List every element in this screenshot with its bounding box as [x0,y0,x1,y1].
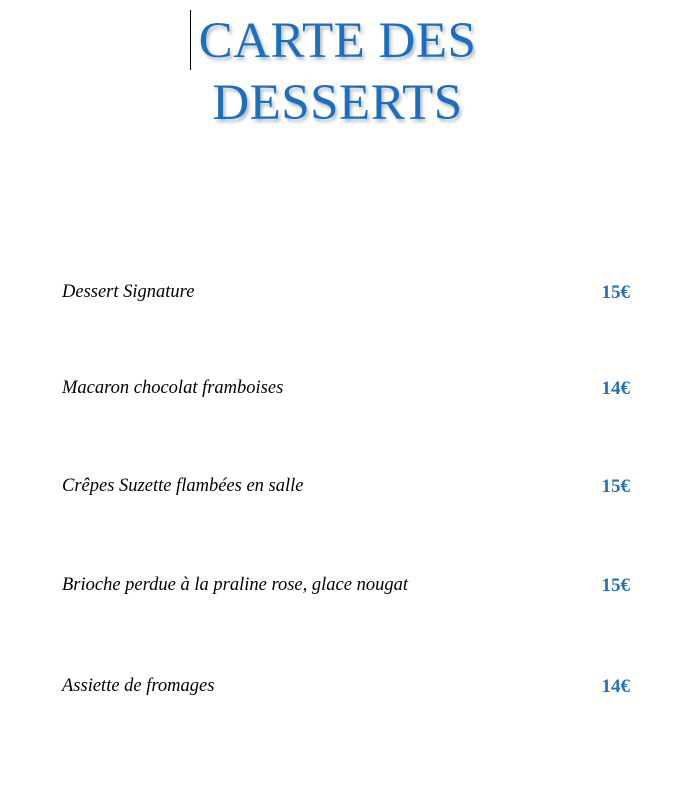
menu-item [62,476,630,502]
menu-item-price: 15€ [601,476,630,497]
menu-item-name: Brioche perdue à la praline rose, glace nougat [62,575,408,595]
menu-item-name: Macaron chocolat framboises [62,378,284,398]
menu-item-price: 14€ [601,676,630,697]
menu-item-price: 15€ [601,282,630,303]
menu-item [62,282,630,308]
title-line-2: DESSERTS [212,75,463,131]
menu-item-price: 14€ [601,378,630,399]
menu-item [62,378,630,404]
menu-item-name: Crêpes Suzette flambées en salle [62,476,304,496]
menu-item-price: 15€ [601,575,630,596]
title-line-1: CARTE DES [198,13,477,69]
menu-item-name: Assiette de fromages [62,676,215,696]
page-title [0,10,675,134]
menu-item [62,575,630,601]
menu-item [62,676,630,702]
menu-item-name: Dessert Signature [62,282,195,302]
